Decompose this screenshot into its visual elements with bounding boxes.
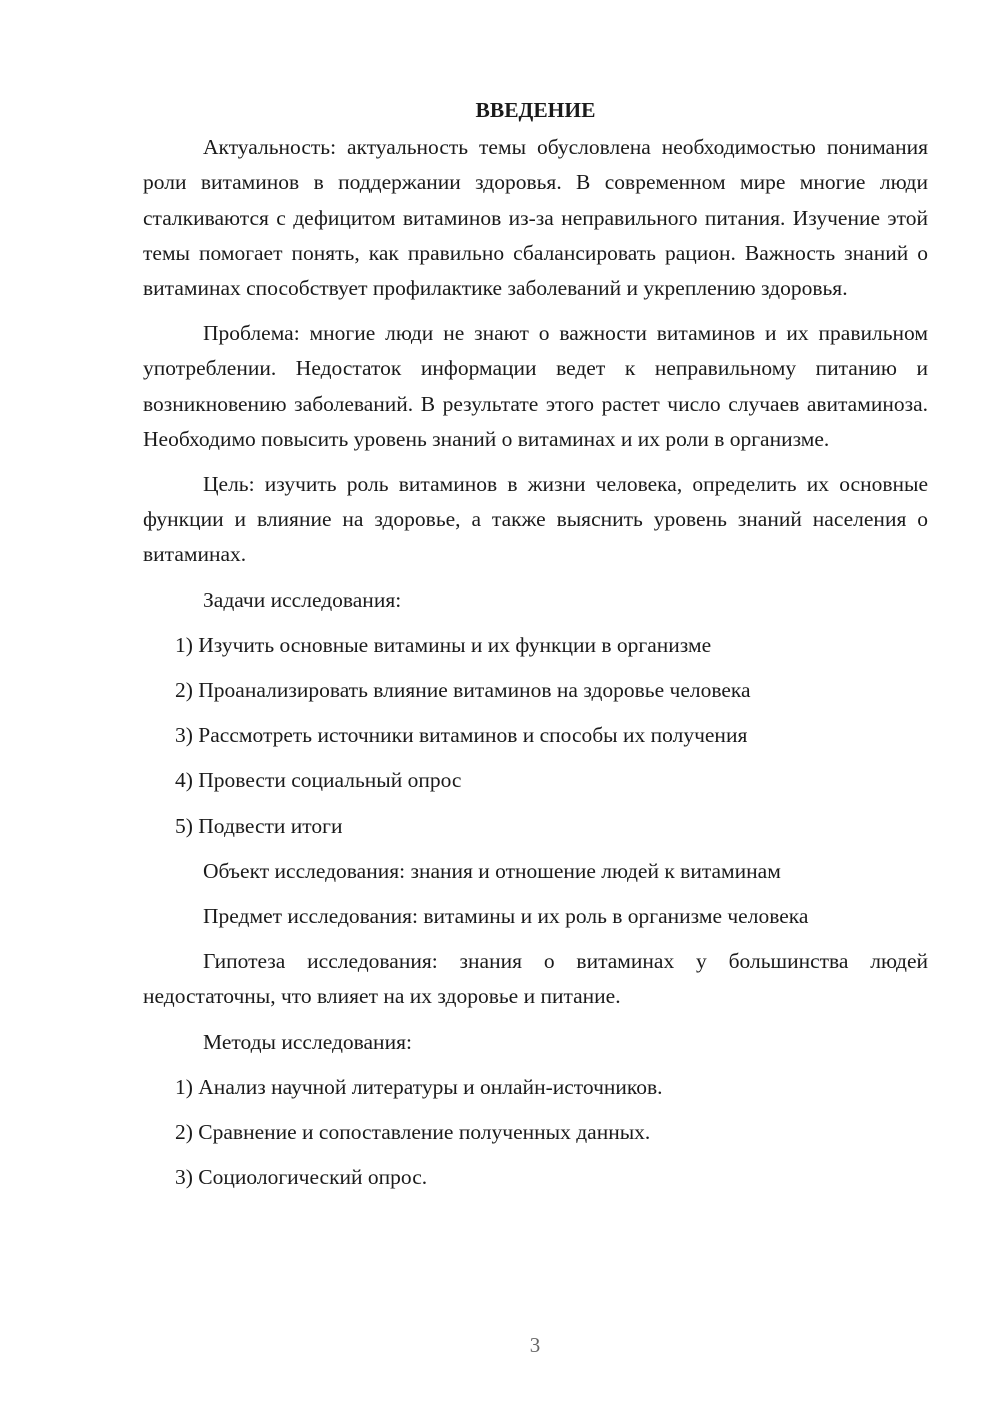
relevance-paragraph: Актуальность: актуальность темы обусловлена необходимостью понимания роли витаминов в поддержании здоровья. В современном мире многие люди сталкиваются с дефицитом витаминов из-за неправильного питания. Изучение этой темы помогает понять, как правильно сбалансировать рацион. Важность знаний о витаминах способствует профилактике заболеваний и укреплению здоровья.	[143, 135, 928, 301]
task-item: 4) Провести социальный опрос	[175, 768, 462, 793]
method-item: 2) Сравнение и сопоставление полученных данных.	[175, 1120, 651, 1145]
research-hypothesis: Гипотеза исследования: знания о витаминах у большинства людей недостаточны, что влияет на их здоровье и питание.	[143, 949, 928, 1009]
task-item: 1) Изучить основные витамины и их функции в организме	[175, 632, 712, 657]
problem-paragraph: Проблема: многие люди не знают о важности витаминов и их правильном употреблении. Недостаток информации ведет к неправильному питанию и возникновению заболеваний. В результате этого растет число случаев авитаминоза. Необходимо повысить уровень знаний о витаминах и их роли в организме.	[143, 321, 928, 451]
page-number: 3	[529, 1333, 541, 1357]
tasks-heading: Задачи исследования:	[203, 587, 402, 612]
task-item: 5) Подвести итоги	[175, 813, 343, 838]
document-body	[143, 93, 928, 1205]
research-object: Объект исследования: знания и отношение людей к витаминам	[203, 858, 781, 883]
research-subject: Предмет исследования: витамины и их роль в организме человека	[203, 904, 809, 929]
method-item: 3) Социологический опрос.	[175, 1165, 428, 1190]
section-title: ВВЕДЕНИЕ	[475, 98, 596, 122]
task-item: 3) Рассмотреть источники витаминов и способы их получения	[175, 723, 748, 748]
methods-heading: Методы исследования:	[203, 1029, 412, 1054]
task-item: 2) Проанализировать влияние витаминов на здоровье человека	[175, 678, 751, 703]
goal-paragraph: Цель: изучить роль витаминов в жизни человека, определить их основные функции и влияние на здоровье, а также выяснить уровень знаний населения о витаминах.	[143, 472, 928, 567]
method-item: 1) Анализ научной литературы и онлайн-источников.	[175, 1074, 663, 1099]
